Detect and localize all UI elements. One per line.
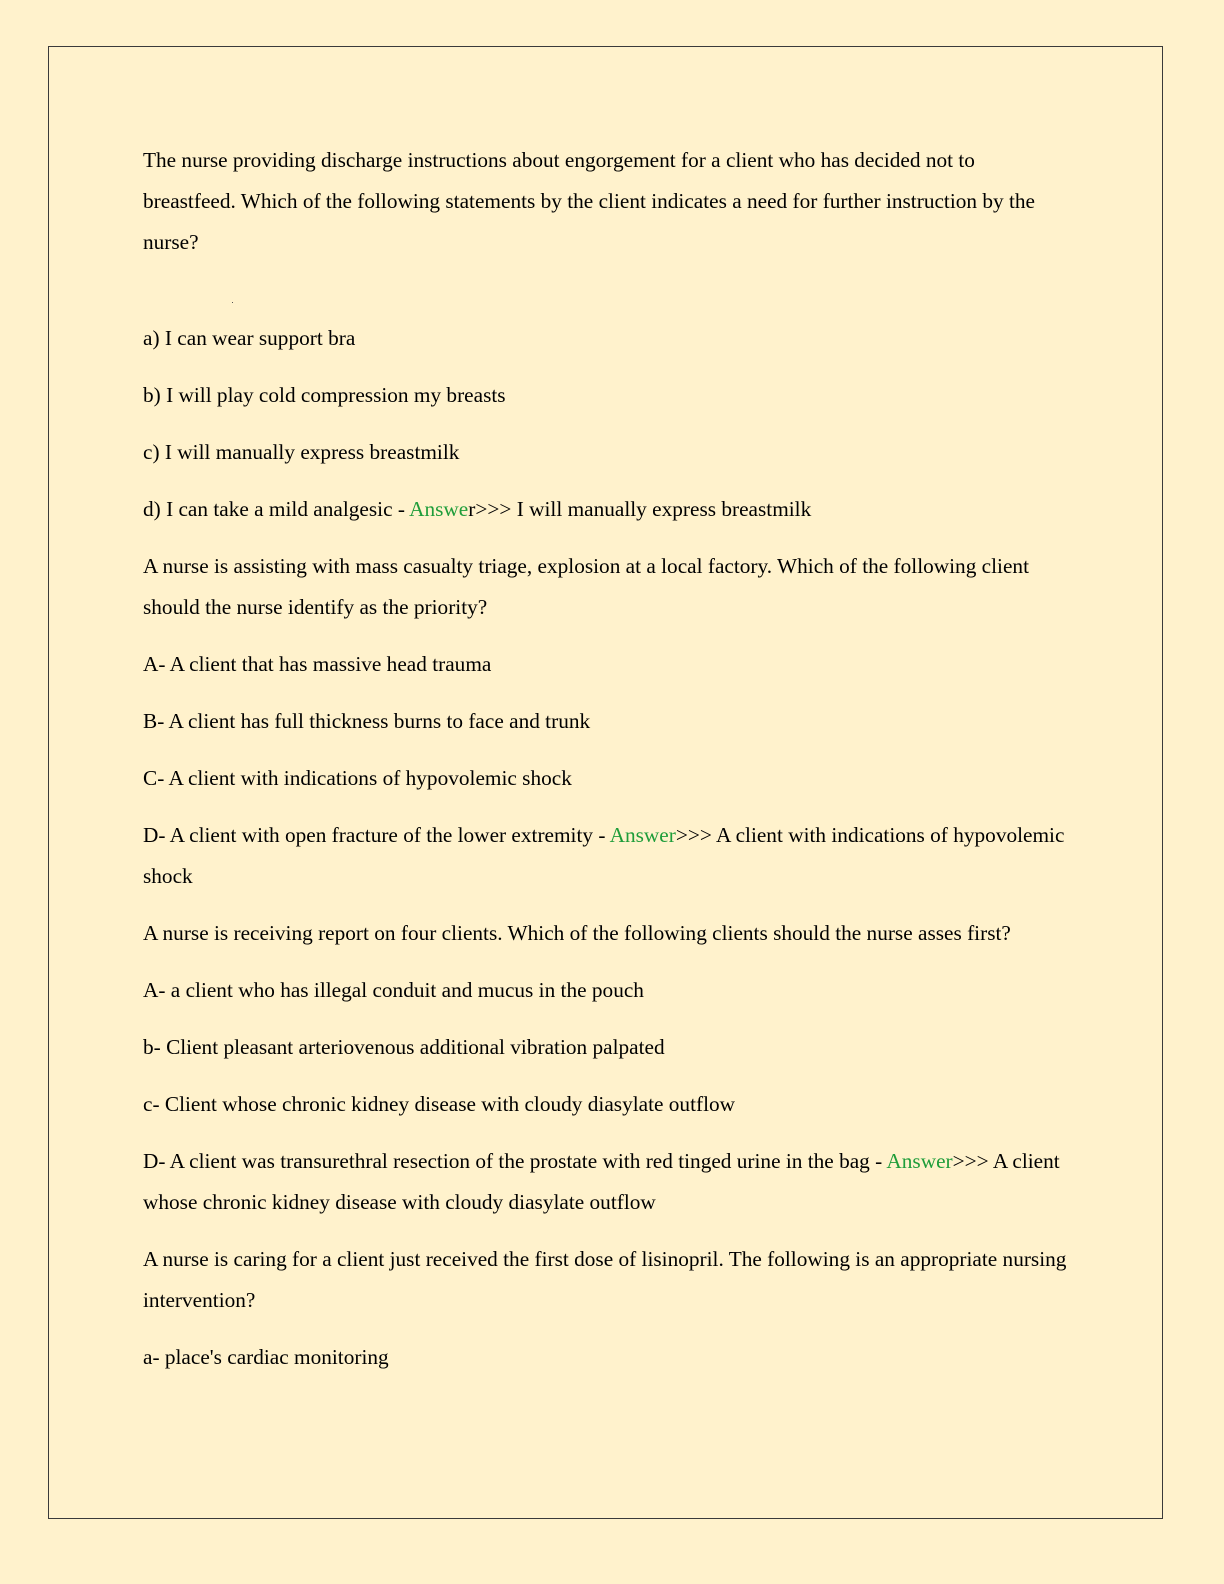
question-3-option-c: c- Client whose chronic kidney disease with cloudy diasylate outflow <box>143 1092 736 1116</box>
question-3-option-d-text: D- A client was transurethral resection of the prostate with red tinged urine in the bag - <box>143 1149 887 1173</box>
question-1-option-a: a) I can wear support bra <box>143 326 356 350</box>
question-1-option-d-text: d) I can take a mild analgesic - <box>143 497 410 521</box>
question-1-stem: The nurse providing discharge instructions about engorgement for a client who has decided not to breastfeed. Which of the following statements by the client indicates a need for further instruction by the nurse? <box>143 148 1036 254</box>
question-3-option-b: b- Client pleasant arteriovenous additional vibration palpated <box>143 1035 665 1059</box>
question-2-answer-text: >>> A client with indications of hypovolemic shock <box>143 823 1065 888</box>
question-2-option-d-text: D- A client with open fracture of the lower extremity - <box>143 823 610 847</box>
question-2-option-a: A- A client that has massive head trauma <box>143 652 492 676</box>
question-2-option-c: C- A client with indications of hypovolemic shock <box>143 766 572 790</box>
question-1-answer-label: Answe <box>409 497 469 521</box>
question-3-answer-text: >>> A client whose chronic kidney disease with cloudy diasylate outflow <box>143 1149 1060 1214</box>
document-body <box>143 140 1073 1394</box>
question-3-stem: A nurse is receiving report on four clients. Which of the following clients should the nurse asses first? <box>143 921 1011 945</box>
question-3-answer-label: Answer <box>886 1149 953 1173</box>
question-2-stem: A nurse is assisting with mass casualty triage, explosion at a local factory. Which of the following client should the nurse identify as the priority? <box>143 554 1029 619</box>
question-2-answer-label: Answer <box>609 823 676 847</box>
question-4-stem: A nurse is caring for a client just received the first dose of lisinopril. The following is an appropriate nursing intervention? <box>143 1247 1067 1312</box>
question-1-option-d <box>143 489 1073 530</box>
question-2-option-b: B- A client has full thickness burns to face and trunk <box>143 709 591 733</box>
question-1-answer-text: r>>> I will manually express breastmilk <box>468 497 812 521</box>
question-2-option-d <box>143 815 1073 897</box>
question-1-option-b: b) I will play cold compression my breasts <box>143 383 506 407</box>
question-3-option-a: A- a client who has illegal conduit and mucus in the pouch <box>143 978 644 1002</box>
question-3-option-d <box>143 1141 1073 1223</box>
question-4-option-a: a- place's cardiac monitoring <box>143 1345 389 1369</box>
question-1-option-c: c) I will manually express breastmilk <box>143 440 460 464</box>
